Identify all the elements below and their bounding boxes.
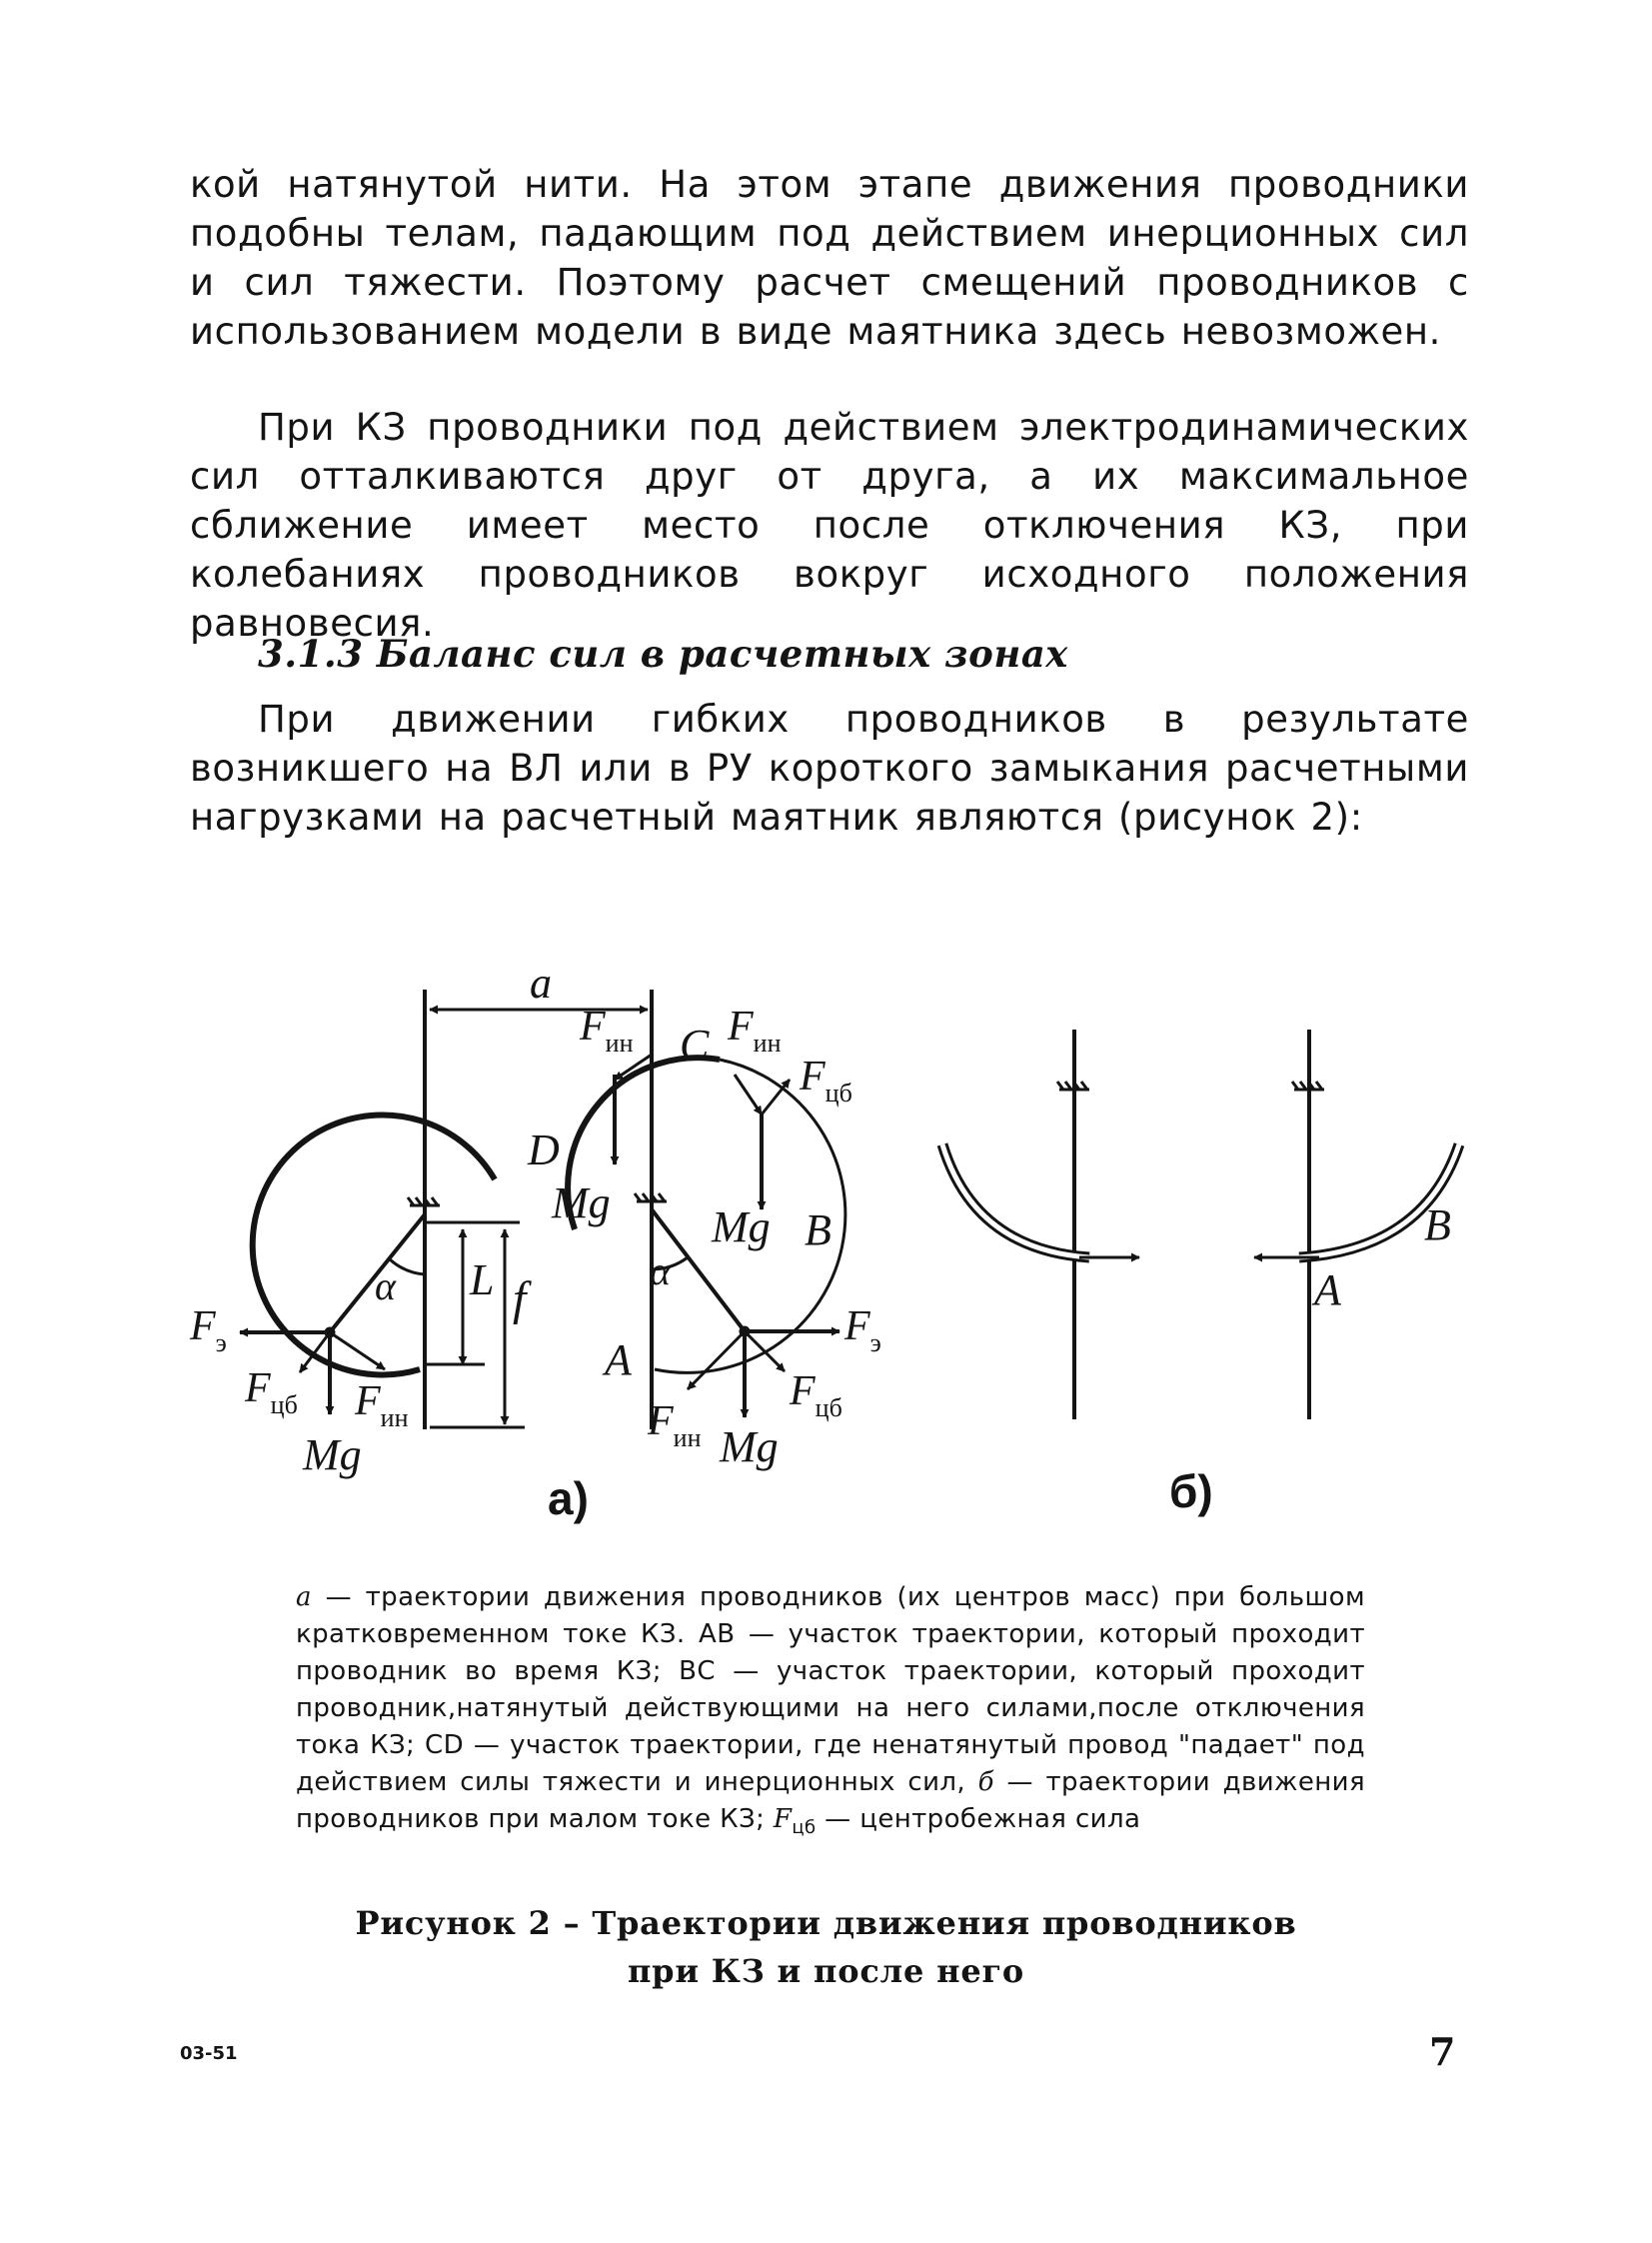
left-trajectory-arc bbox=[253, 1115, 495, 1374]
label-D: D bbox=[528, 1125, 560, 1174]
label-F-in-right: $F_{ин}$ bbox=[648, 1398, 702, 1452]
paragraph-3: При движении гибких проводников в результате возникшего на ВЛ или в РУ короткого замыкания расчетными нагрузками на расчетный маятник являются (рисунок 2): bbox=[190, 698, 1469, 839]
label-F-in-left: $F_{ин}$ bbox=[355, 1378, 409, 1432]
section-heading: 3.1.3 Баланс сил в расчетных зонах bbox=[258, 632, 1068, 676]
label-F-cb-right: $F_{цб}$ bbox=[790, 1368, 842, 1422]
figure-title-line-1: Рисунок 2 – Траектории движения проводников bbox=[355, 1904, 1297, 1942]
panel-b-pendulums bbox=[942, 1030, 1459, 1419]
caption-a-symbol: а bbox=[296, 1582, 312, 1612]
panel-a-label: а) bbox=[548, 1472, 589, 1524]
label-alpha-right: α bbox=[650, 1248, 671, 1293]
caption-f-symbol: F bbox=[773, 1804, 793, 1834]
panel-b-label: б) bbox=[1169, 1465, 1213, 1517]
label-Mg-top-right: Mg bbox=[712, 1202, 771, 1251]
label-alpha-left: α bbox=[375, 1263, 396, 1308]
label-C: C bbox=[680, 1021, 710, 1070]
label-Mg-left: Mg bbox=[303, 1430, 362, 1479]
caption-part-1: — траектории движения проводников (их центров масс) при большом кратковременном токе КЗ. АВ — участок траектории, который проходит проводник во время КЗ; ВС — участок траектории, который проходит проводник,натянутый действующими на него силами,после отключения тока КЗ; СD — участок траектории, где ненатянутый провод "падает" под действием силы тяжести и инерционных сил, bbox=[296, 1582, 1365, 1797]
caption-f-subscript: цб bbox=[792, 1817, 817, 1839]
a-dimension-label: a bbox=[530, 959, 552, 1008]
figure-diagram bbox=[0, 940, 1652, 1559]
label-A-panel-b: A bbox=[1314, 1265, 1341, 1314]
figure-2 bbox=[0, 940, 1652, 1559]
label-F-in-top-right: $F_{ин}$ bbox=[728, 1004, 782, 1058]
label-Mg-right: Mg bbox=[720, 1422, 779, 1471]
label-B: B bbox=[805, 1205, 831, 1254]
label-f: f bbox=[513, 1272, 527, 1325]
paragraph-2: При КЗ проводники под действием электродинамических сил отталкиваются друг от друга, а их максимальное сближение имеет место после отключения КЗ, при колебаниях проводников вокруг исходного положения равновесия. bbox=[190, 406, 1469, 645]
label-F-cb-top-right: $F_{цб}$ bbox=[800, 1054, 852, 1108]
top-fin-arrow-right bbox=[735, 1075, 762, 1115]
label-B-panel-b: B bbox=[1424, 1200, 1451, 1249]
right-fcb-arrow bbox=[745, 1331, 785, 1371]
document-code: 03-51 bbox=[180, 2043, 238, 2064]
label-F-cb-left: $F_{цб}$ bbox=[245, 1365, 298, 1419]
caption-b-symbol: б bbox=[977, 1767, 994, 1797]
page-number: 7 bbox=[1429, 2029, 1456, 2074]
left-fin-arrow bbox=[330, 1332, 385, 1369]
right-fin-arrow bbox=[688, 1331, 745, 1389]
label-F-e-right: $F_э$ bbox=[844, 1303, 881, 1357]
label-F-e-left: $F_э$ bbox=[190, 1303, 227, 1357]
label-F-in-top-left: $F_{ин}$ bbox=[580, 1004, 634, 1058]
label-A-left-panel: A bbox=[605, 1335, 632, 1384]
caption-part-2: — траектории движения проводников при малом токе КЗ; bbox=[296, 1767, 1365, 1834]
label-L: L bbox=[470, 1255, 495, 1304]
figure-caption bbox=[296, 1579, 1365, 1846]
label-Mg-top-left: Mg bbox=[552, 1178, 611, 1227]
paragraph-1: кой натянутой нити. На этом этапе движения проводники подобны телам, падающим под действием инерционных сил и сил тяжести. Поэтому расчет смещений проводников с использованием модели в виде маятника здесь невозможен. bbox=[190, 163, 1469, 353]
figure-title-line-2: при КЗ и после него bbox=[627, 1952, 1025, 1990]
caption-part-3: — центробежная сила bbox=[816, 1804, 1141, 1834]
